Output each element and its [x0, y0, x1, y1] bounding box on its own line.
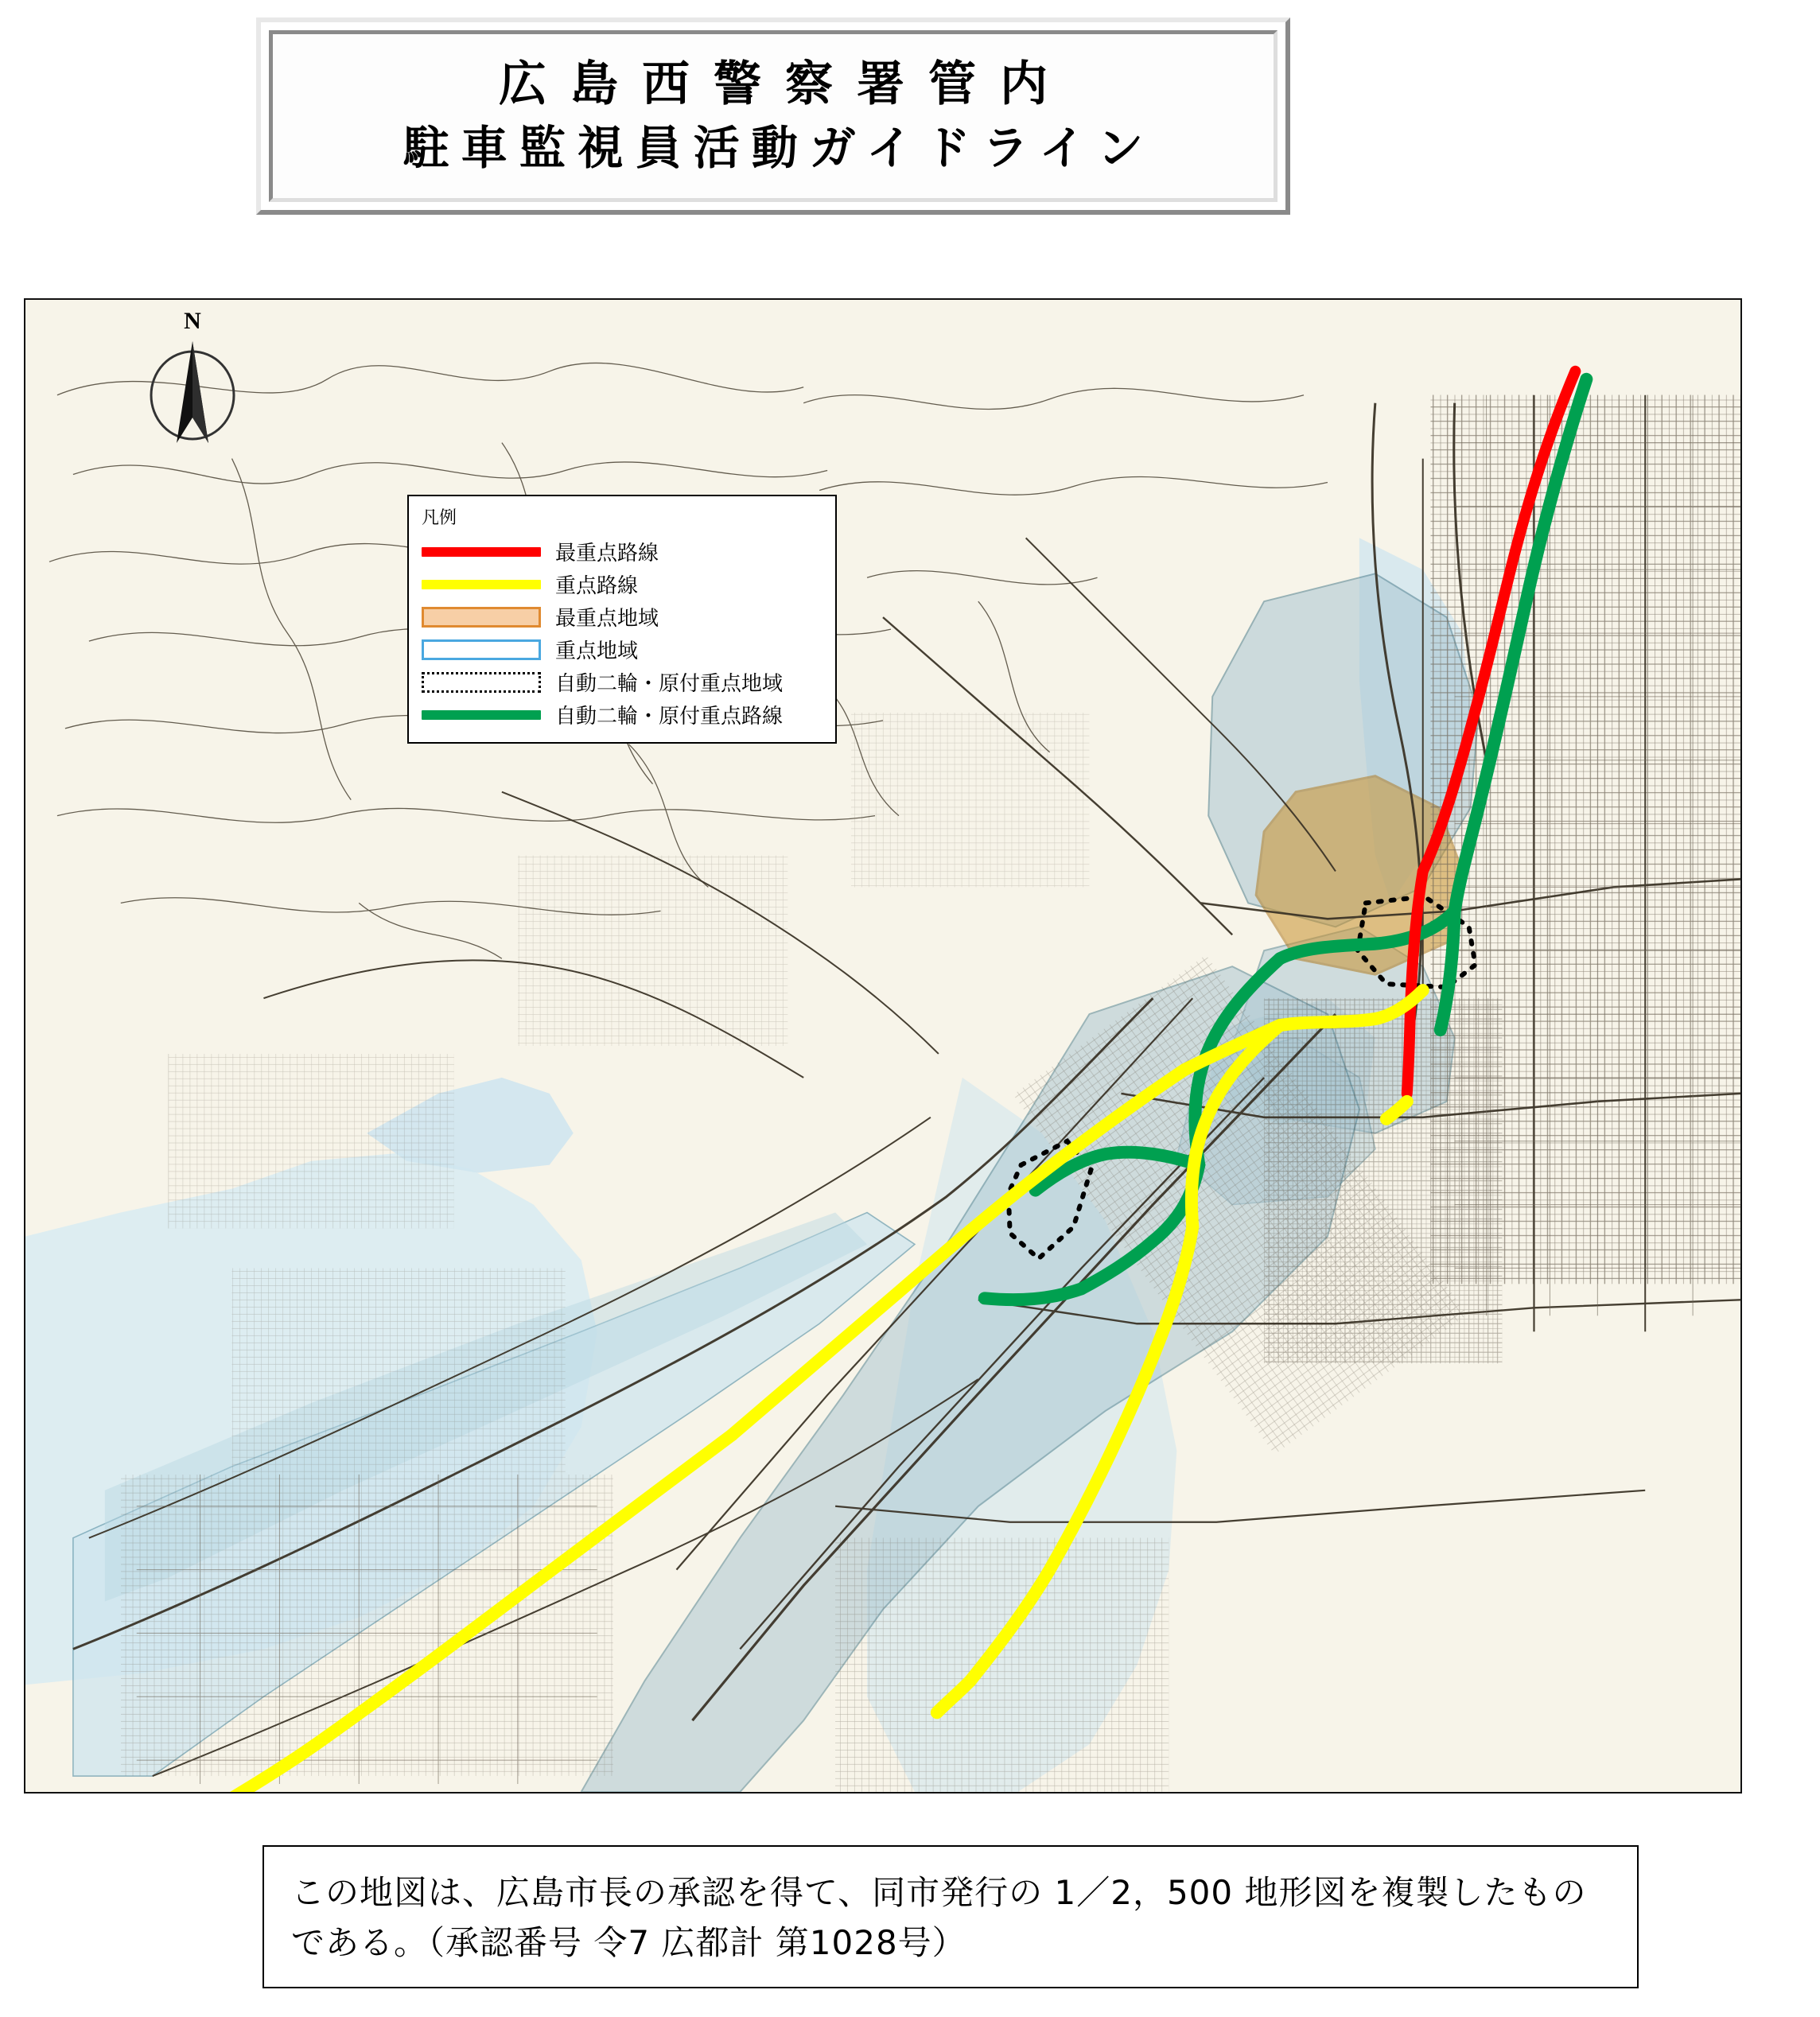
- legend-label-priority-route: 重点路線: [555, 574, 639, 598]
- title-line-secondary: 駐車監視員活動ガイドライン: [402, 121, 1156, 176]
- title-line-primary: 広島西警察署管内: [499, 56, 1071, 113]
- legend-item-top-priority-route: [422, 535, 826, 568]
- map-legend: [407, 495, 837, 744]
- legend-swatch-green-line: [422, 704, 541, 726]
- legend-item-motorcycle-priority-area: [422, 666, 826, 698]
- map-copyright-text: この地図は、広島市長の承認を得て、同市発行の 1／2，500 地形図を複製したものである。（承認番号 令7 広都計 第1028号）: [291, 1873, 1587, 1962]
- map-frame[interactable]: [24, 298, 1742, 1794]
- title-plate: [256, 17, 1290, 215]
- legend-label-top-priority-area: 最重点地域: [555, 607, 659, 631]
- map-vector: [25, 300, 1740, 1792]
- title-plate-inner: [269, 30, 1278, 202]
- compass-rose: [137, 308, 248, 451]
- legend-swatch-dotted-area: [422, 671, 541, 694]
- legend-swatch-yellow-line: [422, 573, 541, 596]
- legend-label-motorcycle-priority-route: 自動二輪・原付重点路線: [555, 705, 784, 729]
- legend-swatch-blue-area: [422, 639, 541, 661]
- legend-label-top-priority-route: 最重点路線: [555, 542, 659, 565]
- legend-label-priority-area: 重点地域: [555, 639, 639, 663]
- compass-north-label: N: [184, 308, 201, 334]
- map-copyright-note: [262, 1845, 1639, 1988]
- legend-title: 凡例: [422, 508, 457, 528]
- legend-item-motorcycle-priority-route: [422, 698, 826, 731]
- legend-swatch-red-line: [422, 541, 541, 563]
- legend-swatch-orange-area: [422, 606, 541, 628]
- legend-item-priority-area: [422, 633, 826, 666]
- map-canvas[interactable]: [25, 300, 1740, 1792]
- legend-item-priority-route: [422, 568, 826, 600]
- legend-label-motorcycle-priority-area: 自動二輪・原付重点地域: [555, 672, 784, 696]
- legend-item-top-priority-area: [422, 600, 826, 633]
